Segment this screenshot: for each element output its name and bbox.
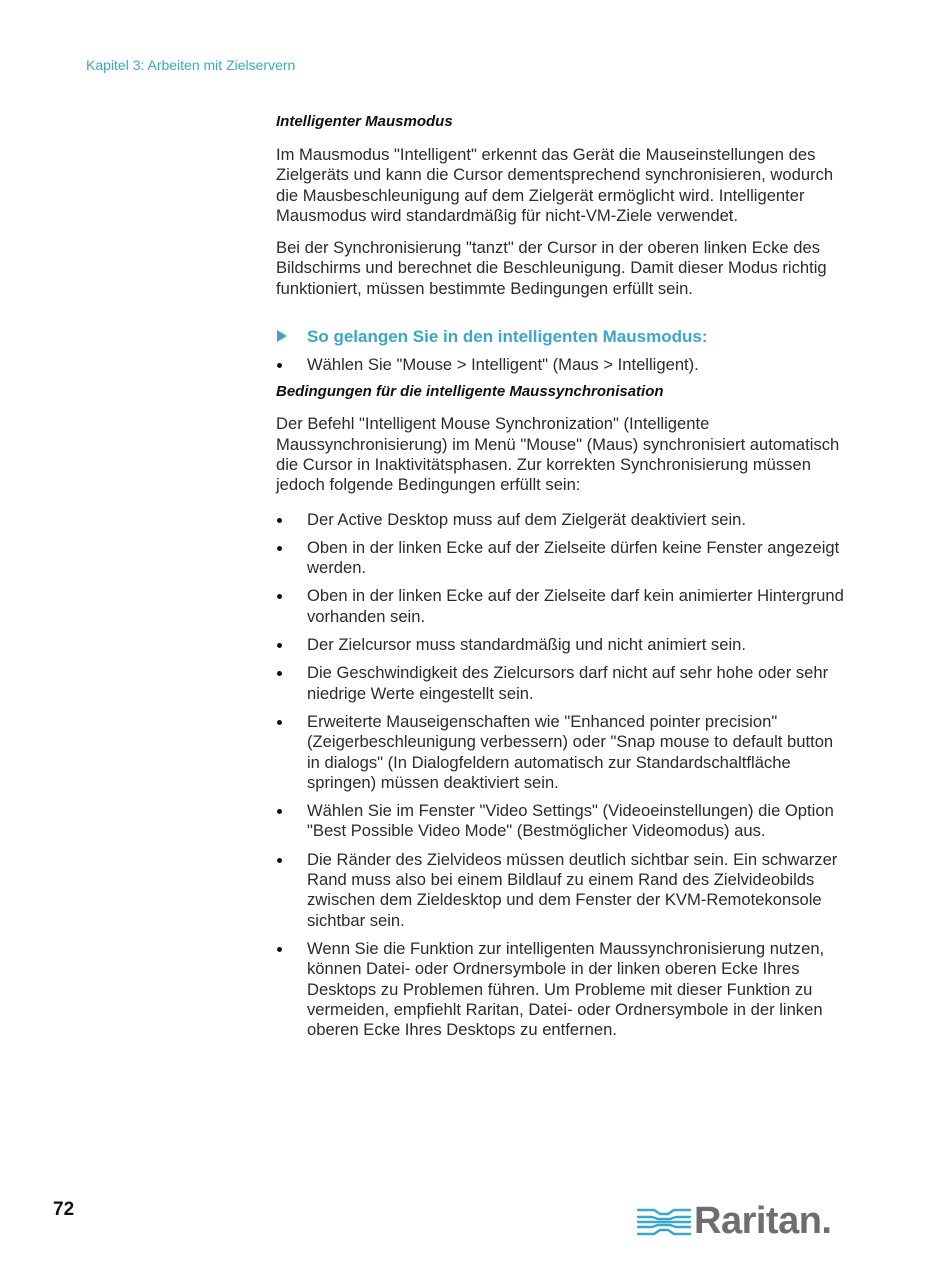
list-item: Die Geschwindigkeit des Zielcursors darf nicht auf sehr hohe oder sehr niedrige Werte eingestellt sein. [276, 663, 846, 704]
paragraph-sync: Bei der Synchronisierung "tanzt" der Cursor in der oberen linken Ecke des Bildschirms und berechnet die Beschleunigung. Damit dieser Modus richtig funktioniert, müssen bestimmte Bedingungen erfüllt sein. [276, 238, 827, 298]
raritan-logo [636, 1200, 831, 1243]
procedure-heading-text: So gelangen Sie in den intelligenten Mausmodus: [307, 327, 708, 347]
bullet-icon [277, 858, 282, 863]
paragraph-conditions-intro: Der Befehl "Intelligent Mouse Synchronization" (Intelligente Maussynchronisierung) im Menü "Mouse" (Maus) synchronisiert automatisch die Cursor in Inaktivitätsphasen. Zur korrekten Synchronisierung müssen jedoch folgende Bedingungen erfüllt sein: [276, 414, 840, 495]
list-item: Oben in der linken Ecke auf der Zielseite dürfen keine Fenster angezeigt werden. [276, 538, 846, 579]
triangle-right-icon [277, 330, 287, 342]
list-item: Wenn Sie die Funktion zur intelligenten Maussynchronisierung nutzen, können Datei- oder Ordnersymbole in der linken oberen Ecke Ihres Desktops zu Problemen führen. Um Probleme mit dieser Funktion zu vermeiden, empfiehlt Raritan, Datei- oder Ordnersymbole in der linken oberen Ecke Ihres Desktops zu entfernen. [276, 939, 846, 1040]
procedure-heading [276, 327, 846, 347]
list-item: Oben in der linken Ecke auf der Zielseite darf kein animierter Hintergrund vorhanden sein. [276, 586, 846, 627]
list-item: Die Ränder des Zielvideos müssen deutlich sichtbar sein. Ein schwarzer Rand muss also bei einem Bildlauf zu einem Rand des Zielvideobilds zwischen dem Zieldesktop und dem Fenster der KVM-Remotekonsole sichtbar sein. [276, 850, 846, 931]
list-item: Wählen Sie im Fenster "Video Settings" (Videoeinstellungen) die Option "Best Possible Video Mode" (Bestmöglicher Videomodus) aus. [276, 801, 846, 842]
bullet-icon [277, 671, 282, 676]
bullet-icon [277, 363, 282, 368]
conditions-list [276, 510, 846, 1041]
bullet-icon [277, 643, 282, 648]
main-content [276, 113, 846, 1048]
bullet-icon [277, 809, 282, 814]
list-item: Wählen Sie "Mouse > Intelligent" (Maus > Intelligent). [276, 355, 846, 375]
procedure-steps [276, 355, 846, 375]
bullet-icon [277, 947, 282, 952]
raritan-logo-icon [636, 1205, 692, 1239]
chapter-header: Kapitel 3: Arbeiten mit Zielservern [86, 57, 296, 73]
list-item: Erweiterte Mauseigenschaften wie "Enhanced pointer precision" (Zeigerbeschleunigung verbessern) oder "Snap mouse to default button in dialogs" (In Dialogfeldern automatisch zur Standardschaltfläche springen) müssen deaktiviert sein. [276, 712, 846, 793]
section-heading-sync-conditions: Bedingungen für die intelligente Maussynchronisation [276, 383, 664, 401]
list-item: Der Active Desktop muss auf dem Zielgerät deaktiviert sein. [276, 510, 846, 530]
bullet-icon [277, 594, 282, 599]
bullet-icon [277, 518, 282, 523]
bullet-icon [277, 720, 282, 725]
section-heading-intelligent-mouse-mode: Intelligenter Mausmodus [276, 113, 453, 130]
list-item: Der Zielcursor muss standardmäßig und nicht animiert sein. [276, 635, 846, 655]
page-number: 72 [53, 1199, 75, 1220]
bullet-icon [277, 546, 282, 551]
logo-text: Raritan. [694, 1200, 832, 1242]
paragraph-intro: Im Mausmodus "Intelligent" erkennt das Gerät die Mauseinstellungen des Zielgeräts und kann die Cursor dementsprechend synchronisieren, wodurch die Mausbeschleunigung auf dem Zielgerät ermöglicht wird. Intelligenter Mausmodus wird standardmäßig für nicht-VM-Ziele verwendet. [276, 145, 834, 225]
